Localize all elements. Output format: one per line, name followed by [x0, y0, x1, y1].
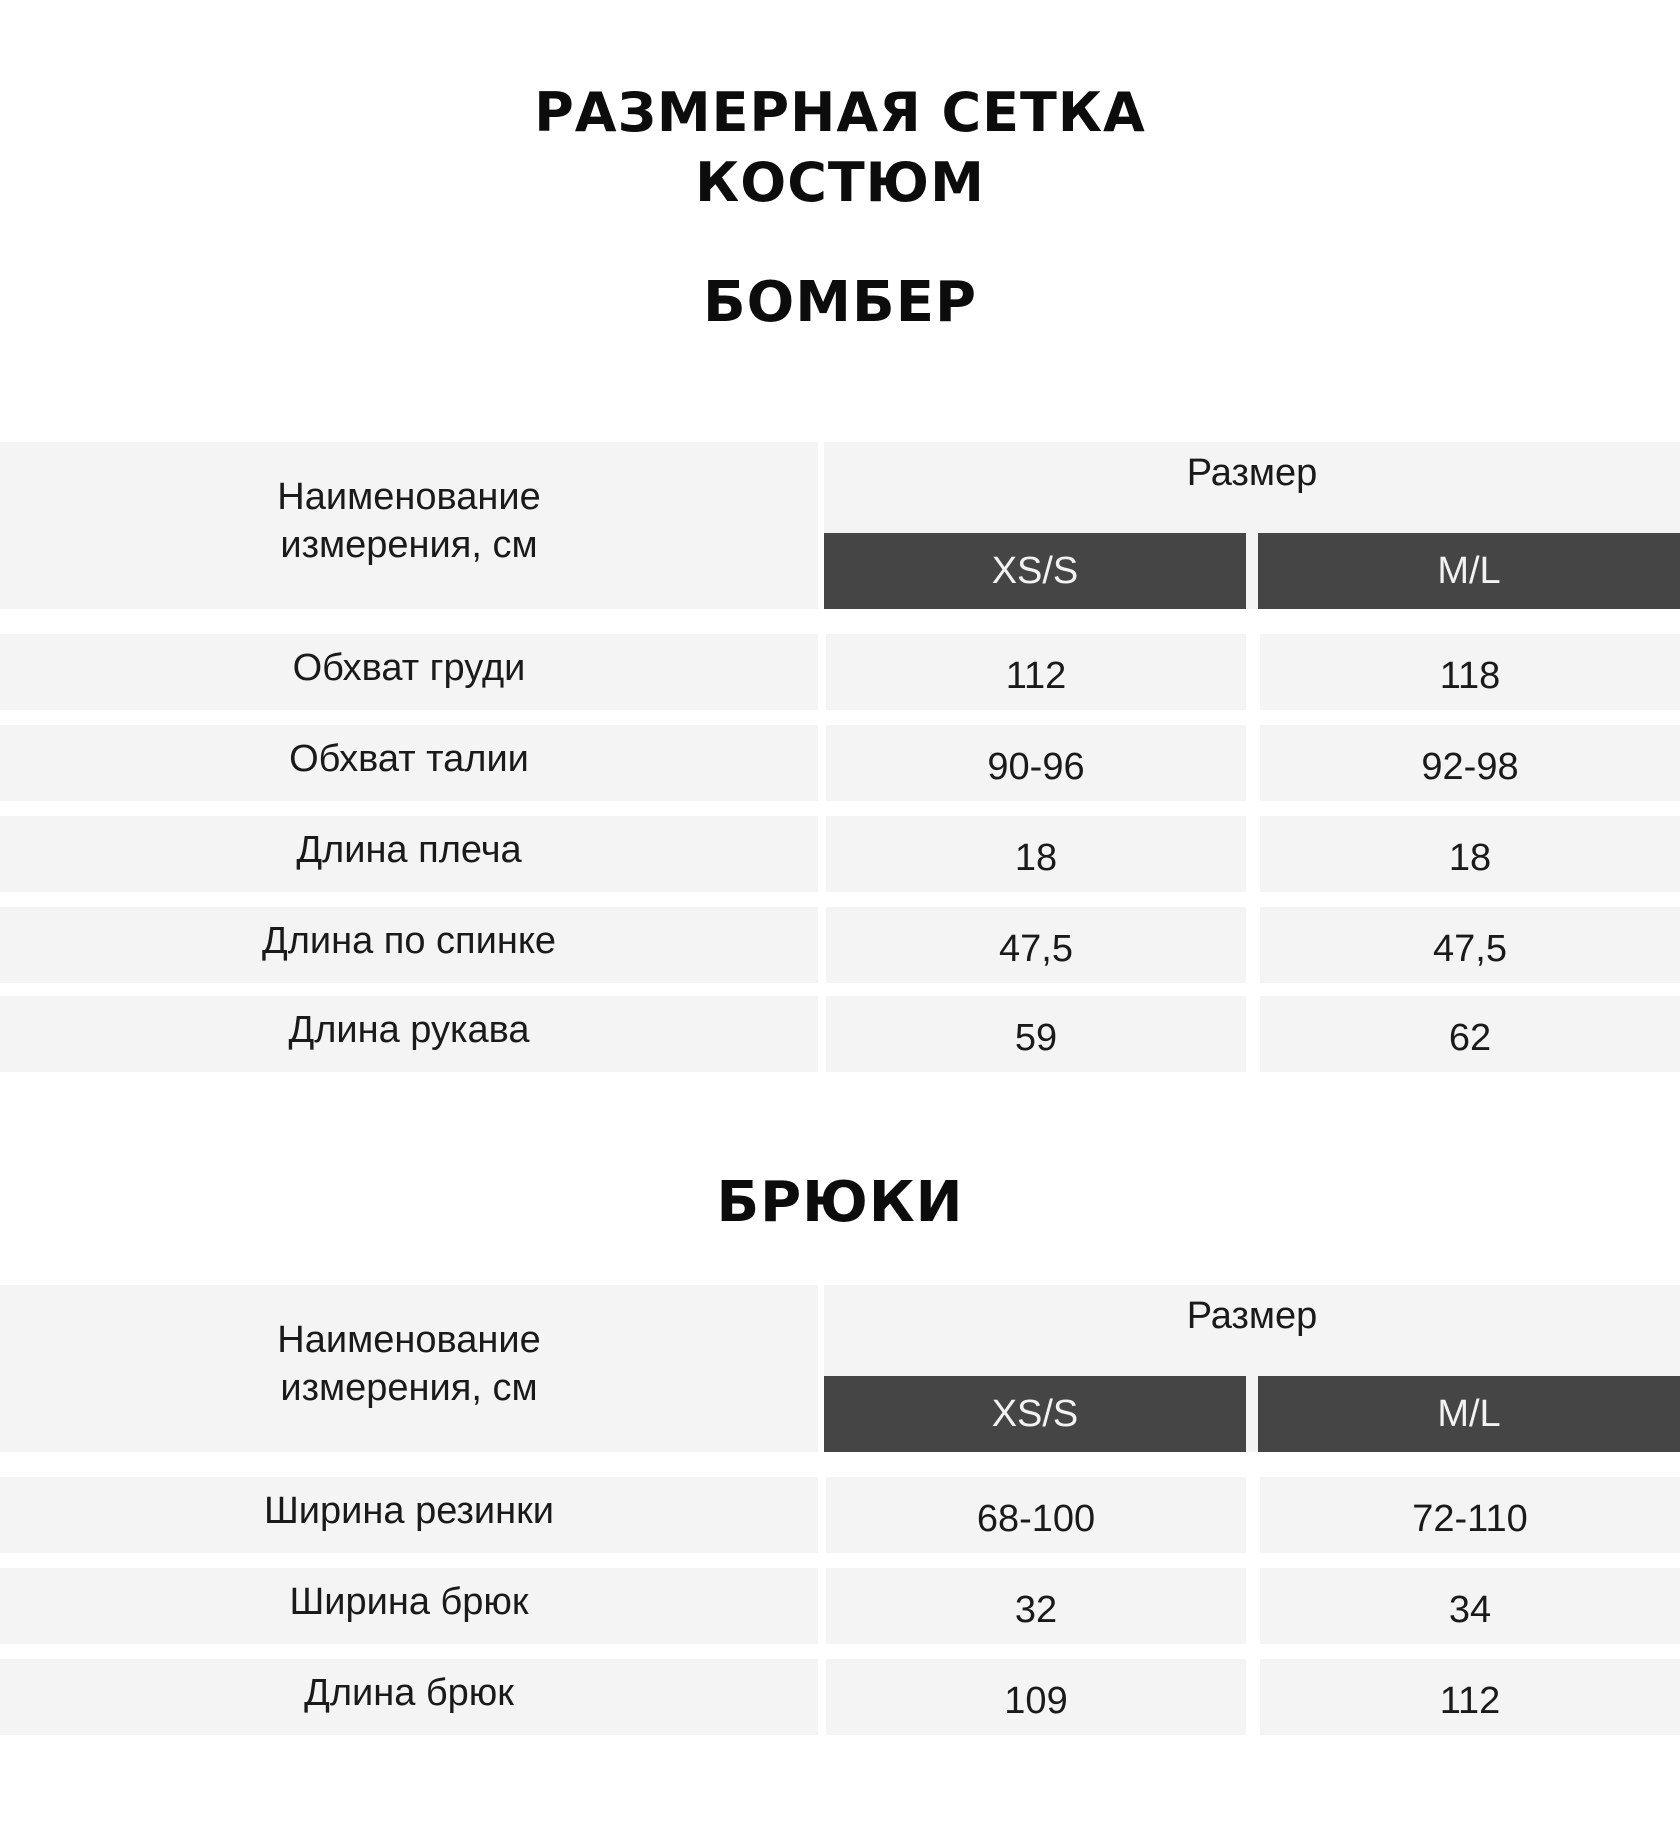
table-cell-value: 32 — [826, 1568, 1246, 1644]
table-cell-value: 47,5 — [826, 907, 1246, 983]
table-row-label: Ширина резинки — [0, 1477, 818, 1553]
table-cell-value: 92-98 — [1260, 725, 1680, 801]
page-title: РАЗМЕРНАЯ СЕТКА — [534, 81, 1146, 144]
table-cell-value: 62 — [1260, 996, 1680, 1072]
table-row-label: Длина плеча — [0, 816, 818, 892]
size-header-m-l: M/L — [1258, 533, 1680, 609]
table-cell-value: 59 — [826, 996, 1246, 1072]
table-cell-value: 47,5 — [1260, 907, 1680, 983]
column-header-measurement-name: Наименование измерения, см — [0, 1285, 818, 1452]
table-cell-value: 34 — [1260, 1568, 1680, 1644]
table-cell-value: 18 — [1260, 816, 1680, 892]
table-row-label: Длина брюк — [0, 1659, 818, 1735]
table-cell-value: 18 — [826, 816, 1246, 892]
section-title-bomber: БОМБЕР — [703, 270, 977, 335]
section-title-trousers: БРЮКИ — [716, 1170, 964, 1235]
table-cell-value: 112 — [826, 634, 1246, 710]
page-subtitle: КОСТЮМ — [695, 151, 985, 214]
table-cell-value: 72-110 — [1260, 1477, 1680, 1553]
column-header-size: Размер — [824, 442, 1680, 609]
table-row-label: Обхват груди — [0, 634, 818, 710]
table-row-label: Длина рукава — [0, 996, 818, 1072]
table-row-label: Ширина брюк — [0, 1568, 818, 1644]
table-row-label: Длина по спинке — [0, 907, 818, 983]
column-header-measurement-name: Наименование измерения, см — [0, 442, 818, 609]
table-row-label: Обхват талии — [0, 725, 818, 801]
table-cell-value: 118 — [1260, 634, 1680, 710]
table-cell-value: 90-96 — [826, 725, 1246, 801]
size-header-xs-s: XS/S — [824, 1376, 1246, 1452]
table-cell-value: 109 — [826, 1659, 1246, 1735]
table-cell-value: 112 — [1260, 1659, 1680, 1735]
column-header-size: Размер — [824, 1285, 1680, 1452]
size-header-xs-s: XS/S — [824, 533, 1246, 609]
size-header-m-l: M/L — [1258, 1376, 1680, 1452]
table-cell-value: 68-100 — [826, 1477, 1246, 1553]
